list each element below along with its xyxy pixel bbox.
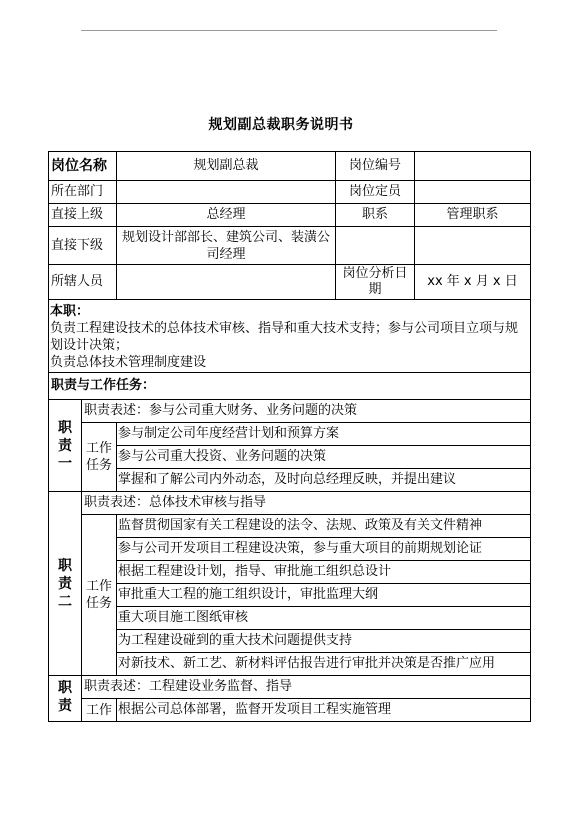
position-name-label: 岗位名称 — [49, 152, 117, 181]
task-item: 掌握和了解公司内外动态，及时向总经理反映，并提出建议 — [117, 469, 531, 492]
subordinate-value: 规划设计部部长、建筑公司、装潢公司经理 — [117, 227, 336, 265]
superior-label: 直接上级 — [49, 204, 117, 227]
task-item: 对新技术、新工艺、新材料评估报告进行审批并决策是否推广应用 — [117, 653, 531, 676]
responsibility-1-task-label: 工作 任务 — [82, 423, 117, 492]
tasks-heading: 职责与工作任务： — [49, 373, 531, 400]
duty-heading: 本职： — [50, 303, 90, 319]
subordinate-extra-cell-2 — [415, 227, 531, 265]
responsibility-2-task-label: 工作 任务 — [82, 515, 117, 676]
headcount-value — [415, 181, 531, 204]
duty-line-1: 负责工程建设技术的总体技术审核、指导和重大技术支持；参与公司项目立项与规划设计决策； — [50, 320, 519, 353]
task-item: 重大项目施工图纸审核 — [117, 607, 531, 630]
position-code-value — [415, 152, 531, 181]
task-item: 为工程建设碰到的重大技术问题提供支持 — [117, 630, 531, 653]
department-value — [117, 181, 336, 204]
responsibility-1-label: 职 责 一 — [49, 400, 82, 492]
subordinate-extra-cell — [336, 227, 415, 265]
task-item: 根据工程建设计划，指导、审批施工组织总设计 — [117, 561, 531, 584]
duty-block — [49, 300, 531, 373]
staff-value — [117, 265, 336, 300]
responsibility-3-label: 职 责 — [49, 676, 82, 722]
position-code-label: 岗位编号 — [336, 152, 415, 181]
task-item: 参与公司开发项目工程建设决策，参与重大项目的前期规划论证 — [117, 538, 531, 561]
top-rule — [81, 30, 497, 31]
task-item: 参与公司重大投资、业务问题的决策 — [117, 446, 531, 469]
responsibility-2-statement: 职责表述：总体技术审核与指导 — [82, 492, 531, 515]
document-title: 规划副总裁职务说明书 — [208, 117, 354, 133]
position-name-value: 规划副总裁 — [117, 152, 336, 181]
headcount-label: 岗位定员 — [336, 181, 415, 204]
task-item: 参与制定公司年度经营计划和预算方案 — [117, 423, 531, 446]
superior-value: 总经理 — [117, 204, 336, 227]
grade-value: 管理职系 — [415, 204, 531, 227]
responsibility-3-statement: 职责表述：工程建设业务监督、指导 — [82, 676, 531, 699]
job-description-table — [48, 151, 531, 722]
duty-line-2: 负责总体技术管理制度建设 — [50, 354, 207, 370]
subordinate-label: 直接下级 — [49, 227, 117, 265]
analysis-date-value: xx 年 x 月 x 日 — [415, 265, 531, 300]
task-item: 监督贯彻国家有关工程建设的法令、法规、政策及有关文件精神 — [117, 515, 531, 538]
task-item: 根据公司总体部署，监督开发项目工程实施管理 — [117, 699, 531, 722]
task-item: 审批重大工程的施工组织设计，审批监理大纲 — [117, 584, 531, 607]
department-label: 所在部门 — [49, 181, 117, 204]
staff-label: 所辖人员 — [49, 265, 117, 300]
analysis-date-label: 岗位分析日期 — [336, 265, 415, 300]
responsibility-2-label: 职 责 二 — [49, 492, 82, 676]
grade-label: 职系 — [336, 204, 415, 227]
responsibility-3-task-label: 工作 — [82, 699, 117, 722]
responsibility-1-statement: 职责表述：参与公司重大财务、业务问题的决策 — [82, 400, 531, 423]
